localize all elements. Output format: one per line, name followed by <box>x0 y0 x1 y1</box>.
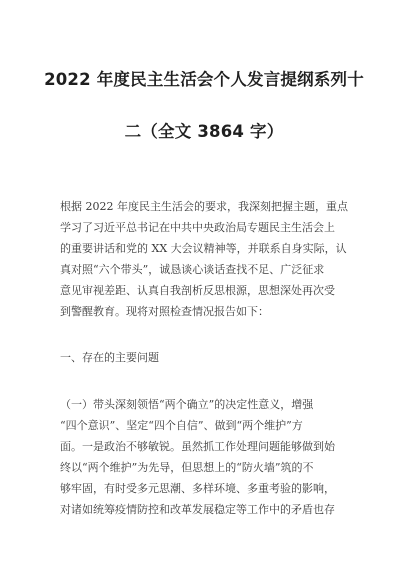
section-paragraph-line: 终以“两个维护”为先导，但思想上的“防火墙”筑的不 <box>60 461 314 474</box>
intro-paragraph-line: 学习了习近平总书记在中共中央政治局专题民主生活会上 <box>60 221 335 234</box>
section-heading: 一、存在的主要问题 <box>60 351 159 364</box>
intro-paragraph-line: 意见审视差距、认真自我剖析反思根源，思想深处再次受 <box>60 284 335 297</box>
section-paragraph-line: 对诸如统筹疫情防控和改革发展稳定等工作中的矛盾也存 <box>60 503 335 516</box>
document-title-line-1: 2022 年度民主生活会个人发言提纲系列十 <box>44 70 364 89</box>
section-paragraph-line: （一）带头深刻领悟“两个确立”的决定性意义，增强 <box>60 398 314 411</box>
intro-paragraph-line: 的重要讲话和党的 XX 大会议精神等，并联系自身实际，认 <box>60 242 347 255</box>
section-paragraph-line: 够牢固，有时受多元思潮、多样环境、多重考验的影响， <box>60 482 335 495</box>
document-title-line-2: 二（全文 3864 字） <box>124 122 284 141</box>
intro-paragraph-line: 到警醒教育。现将对照检查情况报告如下： <box>60 305 269 318</box>
intro-paragraph-line: 根据 2022 年度民主生活会的要求，我深刻把握主题，重点 <box>60 200 348 213</box>
intro-paragraph-line: 真对照“六个带头”，诚恳谈心谈话查找不足、广泛征求 <box>60 263 325 276</box>
section-paragraph-line: “四个意识”、坚定“四个自信”、做到“两个维护”方 <box>60 419 303 432</box>
section-paragraph-line: 面。一是政治不够敏锐。虽然抓工作处理问题能够做到始 <box>60 440 335 453</box>
